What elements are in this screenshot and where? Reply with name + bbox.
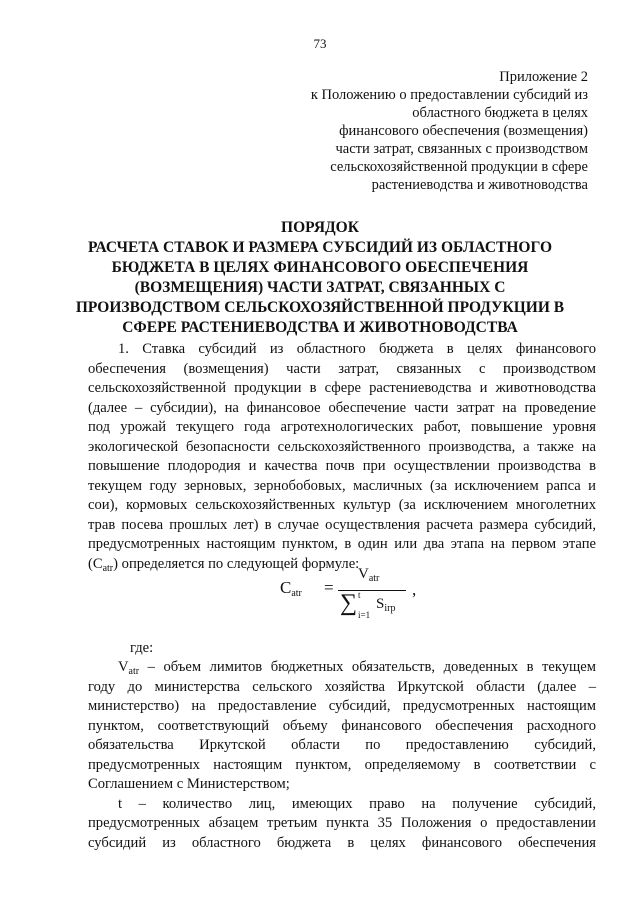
formula-numerator [358,566,379,583]
paragraph-line: предусмотренных настоящим пунктом, в один или два этапа на первом этапе [88,536,596,552]
paragraph-1 [88,340,596,574]
paragraph-line: сельскохозяйственной продукции в сфере растениеводства и животноводства [88,380,596,396]
paragraph-line [88,658,596,678]
appendix-line: к Положению о предоставлении субсидий из [310,87,588,103]
formula-lhs-symbol: C [280,578,292,597]
appendix-line: сельскохозяйственной продукции в сфере [330,159,588,175]
paragraph-line: трав посева прошлых лет) в случае осуществления расчета размера субсидий, [88,516,596,533]
appendix-line: финансового обеспечения (возмещения) [339,123,588,139]
paragraph-line: сои), кормовых сельскохозяйственных культур (за исключением многолетних [88,497,596,513]
sum-upper-limit: t [358,590,361,600]
formula-lhs [280,578,302,598]
document-title [70,218,570,338]
catr-prefix: (C [88,555,103,572]
sum-lower-limit: i=1 [358,610,371,620]
paragraph-line: обеспечения (возмещения) части затрат, связанных с производством [88,360,596,377]
formula-sum-symbol: S [376,596,385,612]
title-line: БЮДЖЕТА В ЦЕЛЯХ ФИНАНСОВОГО ОБЕСПЕЧЕНИЯ [111,259,529,276]
vatr-symbol: V [118,659,129,675]
paragraph-line: под урожай текущего года агротехнологических работ, повышение уровня [88,419,596,435]
paragraph-line: 1. Ставка субсидий из областного бюджета в целях финансового [118,341,596,357]
title-line: РАСЧЕТА СТАВОК И РАЗМЕРА СУБСИДИЙ ИЗ ОБЛАСТНОГО [87,239,553,256]
appendix-line: Приложение 2 [499,69,588,85]
paragraph-line: предусмотренных абзацем третьим пункта 35 Положения о предоставлении [88,815,596,831]
formula-intro: ) определяется по следующей формуле: [113,555,360,572]
paragraph-line: году до министерства сельского хозяйства Иркутской области (далее – [88,678,596,695]
paragraph-line: пунктом, соответствующий объему финансового обеспечения расходного [88,717,596,734]
paragraph-definitions [88,658,596,853]
formula-num-symbol: V [358,566,369,582]
paragraph-line: (далее – субсидии), на финансовое обеспечение части затрат на проведение [88,399,596,416]
paragraph-line: субсидий из областного бюджета в целях финансового обеспечения [88,834,596,851]
formula-equals: = [324,578,334,597]
paragraph-line: повышение плодородия и качества почв при осуществлении производства в [88,458,596,474]
formula-denominator [376,596,395,613]
formula-num-sub: atr [368,573,380,584]
title-line: ПОРЯДОК [281,219,359,236]
title-line: СФЕРЕ РАСТЕНИЕВОДСТВА И ЖИВОТНОВОДСТВА [122,319,518,336]
sigma-symbol: ∑ [340,590,358,616]
title-line: (ВОЗМЕЩЕНИЯ) ЧАСТИ ЗАТРАТ, СВЯЗАННЫХ С [134,279,506,296]
formula [280,566,430,622]
paragraph-line: предусмотренных настоящим пунктом, определяемому в соответствии с [88,756,596,773]
formula-sum-sub: irp [384,603,396,614]
vatr-definition: – объем лимитов бюджетных обязательств, доведенных в текущем [139,659,596,675]
page-number: 73 [313,36,327,51]
appendix-header [288,68,588,194]
paragraph-line: t – количество лиц, имеющих право на получение субсидий, [118,795,596,812]
appendix-line: части затрат, связанных с производством [335,141,588,157]
paragraph-line: обязательства Иркутской области по предоставлению субсидий, [88,737,596,753]
where-label: где: [130,640,154,656]
paragraph-line: министерство) на предоставление субсидий, предусмотренных настоящим [88,698,596,714]
paragraph-line: Соглашением с Министерством; [88,776,290,792]
paragraph-line: экологической безопасности сельскохозяйственного производства, а также на [88,438,596,455]
catr-subscript: atr [102,562,114,574]
vatr-subscript: atr [128,666,140,677]
appendix-line: растениеводства и животноводства [371,177,588,193]
appendix-line: областного бюджета в целях [412,105,588,121]
paragraph-line: текущем году зерновых, зернобобовых, масличных (за исключением рапса и [88,477,596,494]
formula-comma: , [412,580,417,599]
formula-lhs-sub: atr [291,588,302,599]
title-line: ПРОИЗВОДСТВОМ СЕЛЬСКОХОЗЯЙСТВЕННОЙ ПРОДУКЦИИ В [75,299,565,316]
